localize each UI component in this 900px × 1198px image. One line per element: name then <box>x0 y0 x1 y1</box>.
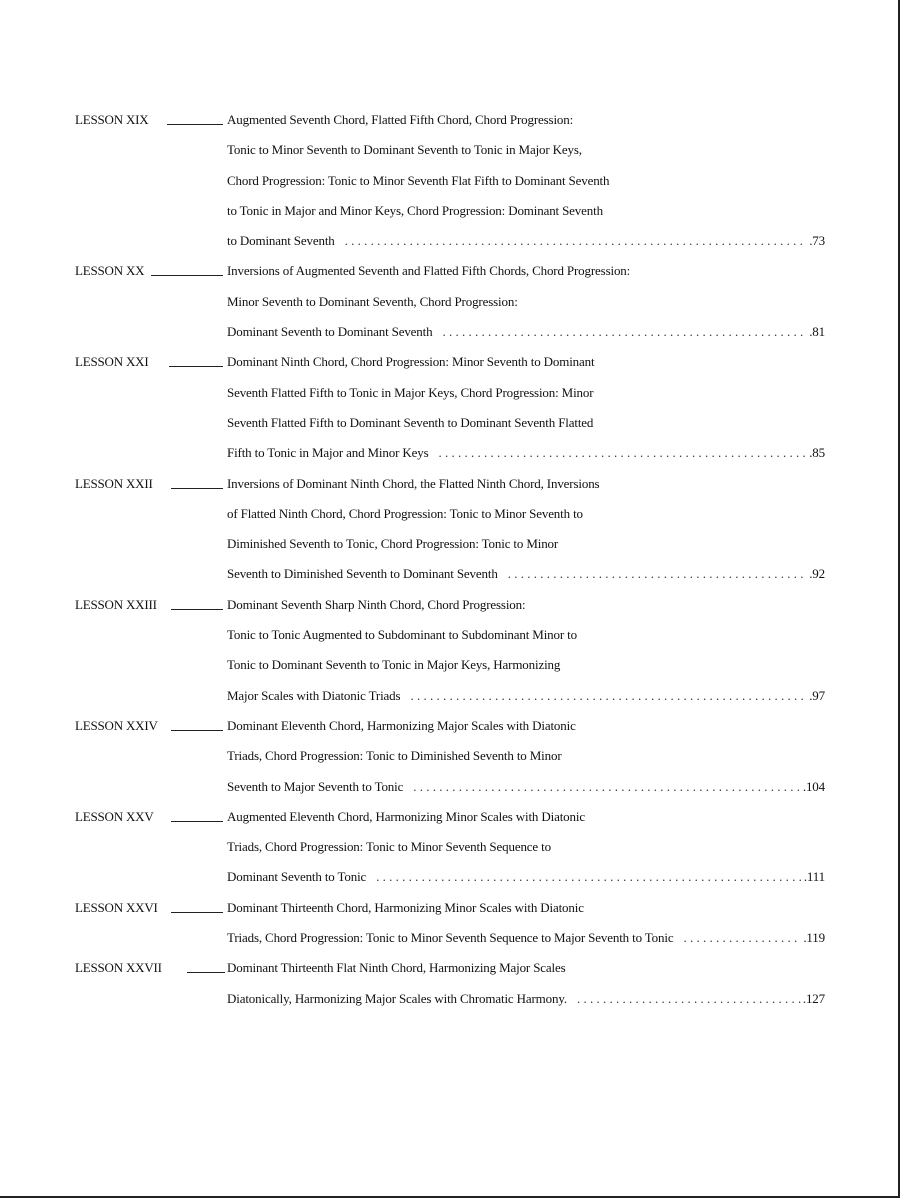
description-text: Seventh to Major Seventh to Tonic <box>227 778 404 794</box>
toc-description-line: Dominant Thirteenth Chord, Harmonizing Minor Scales with Diatonic <box>227 899 584 915</box>
toc-line <box>0 953 900 983</box>
page-number[interactable]: .97 <box>809 687 825 703</box>
lesson-number: LESSON XXV <box>75 808 154 824</box>
toc-final-line <box>227 681 825 711</box>
toc-final-line <box>227 559 825 589</box>
lesson-number: LESSON XXVI <box>75 899 158 915</box>
toc-line <box>0 166 900 196</box>
toc-description-line: Minor Seventh to Dominant Seventh, Chord Progression: <box>227 293 518 309</box>
toc-description-line: Triads, Chord Progression: Tonic to Diminished Seventh to Minor <box>227 748 562 764</box>
toc-description-line: Augmented Seventh Chord, Flatted Fifth Chord, Chord Progression: <box>227 112 574 127</box>
dot-leader <box>410 681 807 711</box>
toc-description-line: Inversions of Augmented Seventh and Flatted Fifth Chords, Chord Progression: <box>227 263 631 279</box>
toc-entry <box>0 590 900 711</box>
toc-line <box>0 196 900 226</box>
toc-final-line <box>227 226 825 256</box>
toc-line <box>0 438 900 468</box>
lesson-number: LESSON XXII <box>75 475 153 491</box>
toc-description-line: Augmented Eleventh Chord, Harmonizing Minor Scales with Diatonic <box>227 808 585 824</box>
toc-description-line: of Flatted Ninth Chord, Chord Progression: Tonic to Minor Seventh to <box>227 505 583 521</box>
page-number[interactable]: .92 <box>809 566 825 582</box>
toc-line <box>0 923 900 953</box>
toc-line <box>0 802 900 832</box>
page-number[interactable]: .73 <box>809 233 825 249</box>
toc-description-line: Tonic to Minor Seventh to Dominant Seventh to Tonic in Major Keys, <box>227 142 582 158</box>
page-number[interactable]: .119 <box>803 930 825 946</box>
toc-description-line: Seventh Flatted Fifth to Dominant Seventh to Dominant Seventh Flatted <box>227 414 594 430</box>
description-text: Dominant Seventh to Tonic <box>227 869 367 885</box>
toc-description-line: Triads, Chord Progression: Tonic to Minor Seventh Sequence to <box>227 839 551 855</box>
dot-leader <box>413 772 801 802</box>
lesson-label <box>75 711 225 741</box>
toc-line <box>0 347 900 377</box>
leader-rule <box>187 972 225 973</box>
toc-line <box>0 256 900 286</box>
toc-line <box>0 317 900 347</box>
lesson-number: LESSON XXVII <box>75 960 162 976</box>
toc-line <box>0 741 900 771</box>
toc-entry <box>0 256 900 347</box>
toc-line <box>0 378 900 408</box>
dot-leader <box>508 559 808 589</box>
leader-rule <box>171 488 223 489</box>
leader-rule <box>171 821 223 822</box>
lesson-number: LESSON XXIV <box>75 717 158 733</box>
toc-entry <box>0 802 900 893</box>
toc-description-line: Inversions of Dominant Ninth Chord, the Flatted Ninth Chord, Inversions <box>227 475 600 491</box>
description-text: Fifth to Tonic in Major and Minor Keys <box>227 445 429 461</box>
lesson-label <box>75 893 225 923</box>
page-number[interactable]: .104 <box>802 778 825 794</box>
toc-line <box>0 559 900 589</box>
dot-leader <box>345 226 808 256</box>
description-text: Major Scales with Diatonic Triads <box>227 687 401 703</box>
toc-entry <box>0 347 900 468</box>
toc-entry <box>0 711 900 802</box>
toc-description-line: Tonic to Tonic Augmented to Subdominant to Subdominant Minor to <box>227 627 577 643</box>
toc-description-line: Diminished Seventh to Tonic, Chord Progression: Tonic to Minor <box>227 536 559 552</box>
lesson-number: LESSON XXI <box>75 354 149 370</box>
toc-line <box>0 862 900 892</box>
description-text: to Dominant Seventh <box>227 233 335 249</box>
toc-description-line: Tonic to Dominant Seventh to Tonic in Major Keys, Harmonizing <box>227 657 561 673</box>
lesson-label <box>75 802 225 832</box>
toc-final-line <box>227 772 825 802</box>
description-text: Dominant Seventh to Dominant Seventh <box>227 324 433 340</box>
toc-line <box>0 469 900 499</box>
toc-line <box>0 832 900 862</box>
leader-rule <box>171 912 223 913</box>
leader-rule <box>169 366 223 367</box>
page-number[interactable]: .111 <box>803 869 825 885</box>
lesson-label <box>75 590 225 620</box>
leader-rule <box>171 609 223 610</box>
toc-line <box>0 287 900 317</box>
dot-leader <box>683 923 801 953</box>
lesson-label <box>75 953 225 983</box>
lesson-label <box>75 469 225 499</box>
toc-line <box>0 135 900 165</box>
leader-rule <box>171 730 223 731</box>
lesson-number: LESSON XX <box>75 263 145 279</box>
toc-description-line: Dominant Thirteenth Flat Ninth Chord, Harmonizing Major Scales <box>227 960 566 976</box>
toc-final-line <box>227 317 825 347</box>
lesson-label <box>75 256 225 286</box>
toc-description-line: Dominant Eleventh Chord, Harmonizing Major Scales with Diatonic <box>227 717 576 733</box>
toc-line <box>0 226 900 256</box>
lesson-label <box>75 347 225 377</box>
lesson-number: LESSON XXIII <box>75 596 157 612</box>
toc-line <box>0 620 900 650</box>
toc-line <box>0 984 900 1014</box>
toc-entry <box>0 953 900 1014</box>
description-text: Diatonically, Harmonizing Major Scales with Chromatic Harmony. <box>227 990 567 1006</box>
toc-description-line: Dominant Seventh Sharp Ninth Chord, Chord Progression: <box>227 596 526 612</box>
toc-description-line: Seventh Flatted Fifth to Tonic in Major Keys, Chord Progression: Minor <box>227 384 594 400</box>
page-number[interactable]: .127 <box>802 990 825 1006</box>
toc-entry <box>0 105 900 256</box>
page-number[interactable]: .85 <box>809 445 825 461</box>
toc-line <box>0 893 900 923</box>
page-number[interactable]: .81 <box>809 324 825 340</box>
table-of-contents <box>0 105 900 1014</box>
dot-leader <box>376 862 802 892</box>
toc-final-line <box>227 862 825 892</box>
toc-line <box>0 711 900 741</box>
toc-line <box>0 408 900 438</box>
lesson-number: LESSON XIX <box>75 112 149 127</box>
dot-leader <box>442 317 807 347</box>
toc-line <box>0 681 900 711</box>
toc-line <box>0 105 900 135</box>
toc-description-line: Dominant Ninth Chord, Chord Progression: Minor Seventh to Dominant <box>227 354 595 370</box>
toc-line <box>0 529 900 559</box>
leader-rule <box>151 275 223 276</box>
toc-entry <box>0 893 900 954</box>
toc-final-line <box>227 923 825 953</box>
toc-line <box>0 499 900 529</box>
toc-entry <box>0 469 900 590</box>
toc-line <box>0 650 900 680</box>
toc-line <box>0 772 900 802</box>
dot-leader <box>439 438 808 468</box>
toc-description-line: Chord Progression: Tonic to Minor Seventh Flat Fifth to Dominant Seventh <box>227 172 610 188</box>
dot-leader <box>577 984 801 1014</box>
description-text: Seventh to Diminished Seventh to Dominant Seventh <box>227 566 498 582</box>
toc-final-line <box>227 984 825 1014</box>
toc-final-line <box>227 438 825 468</box>
description-text: Triads, Chord Progression: Tonic to Minor Seventh Sequence to Major Seventh to Tonic <box>227 930 674 946</box>
lesson-label <box>75 105 225 135</box>
toc-description-line: to Tonic in Major and Minor Keys, Chord Progression: Dominant Seventh <box>227 202 603 218</box>
leader-rule <box>167 124 223 125</box>
toc-line <box>0 590 900 620</box>
